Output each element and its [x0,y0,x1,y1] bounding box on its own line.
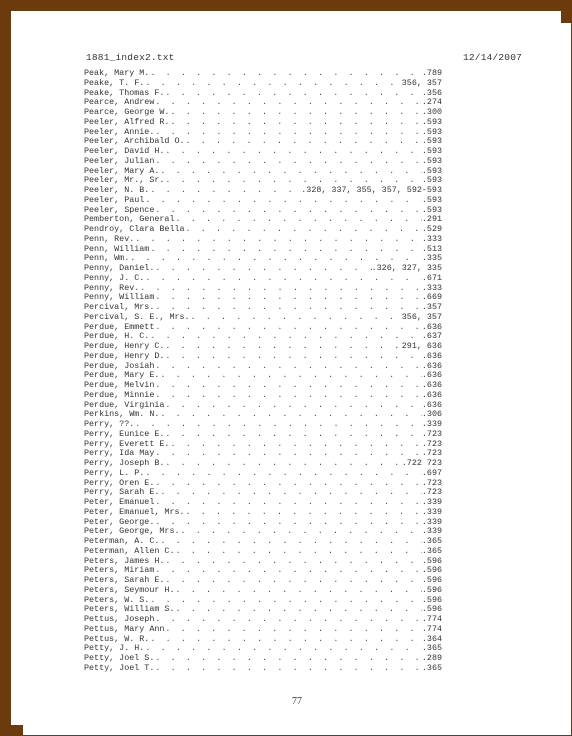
entry-name: Peeler, Alfred R. [84,117,170,127]
entry-name: Perdue, H. C. [84,332,150,342]
entry-name: Peeler, Mary A. [84,166,160,176]
dot-leader [174,215,421,225]
dot-leader [154,654,422,664]
index-entry [84,128,442,138]
entry-pages: .637 [421,332,442,342]
index-entry [84,264,442,274]
entry-pages: .671 [421,273,442,283]
index-entry [84,137,442,147]
dot-leader [174,605,421,615]
entry-pages: 356, 357 [401,312,442,322]
index-entry [84,654,442,664]
entry-pages: .596 [421,585,442,595]
entry-pages: .339 [421,517,442,527]
index-entry [84,557,442,567]
entry-pages: .356 [421,88,442,98]
entry-pages: .722 723 [401,459,442,468]
dot-leader [154,664,422,674]
dot-leader [164,625,421,635]
index-entry [84,537,442,547]
index-entry [84,605,442,615]
entry-name: Peeler, Archibald O. [84,137,185,147]
entry-pages: .326, 327, 335 [371,264,442,273]
entry-name: Peeler, N. B. [84,186,150,195]
dot-leader [154,293,422,303]
dot-leader [149,69,422,79]
page-number: 77 [292,696,302,707]
entry-name: Petty, Joel T. [84,663,155,673]
entry-pages: .723 [421,488,442,498]
entry-pages: .593 [421,176,442,186]
entry-pages: .723 [421,449,442,459]
entry-pages: .636 [421,381,442,390]
entry-pages: .636 [421,400,442,410]
entry-name: Penny, J. C. [84,273,145,283]
index-entry [84,323,442,333]
entry-name: Perdue, Henry C. [84,342,165,351]
entry-name: Peeler, Paul [84,195,145,205]
dot-leader [144,469,422,479]
dot-leader [164,459,401,469]
entry-pages: .328, 337, 355, 357, 592-593 [301,186,442,195]
entry-pages: .697 [421,468,442,478]
dot-leader [164,176,421,186]
index-entry [84,303,442,313]
entry-pages: .636 [421,361,442,371]
entry-pages: .357 [421,303,442,312]
dot-leader [149,245,422,255]
index-entry [84,498,442,508]
entry-pages: 356, 357 [401,78,442,88]
entry-name: Perry, Sarah E. [84,488,160,498]
dot-leader [144,196,422,206]
dot-leader [149,332,422,342]
index-entry [84,518,442,528]
dot-leader [154,206,422,216]
index-entry [84,108,442,118]
entry-name: Peeler, Spence [84,205,155,215]
entry-pages: .596 [421,576,442,585]
entry-name: Peters, Sarah E. [84,576,165,585]
entry-pages: .593 [421,147,442,156]
entry-name: Peters, W. S. [84,595,150,605]
dot-leader [144,644,422,654]
index-entry [84,293,442,303]
entry-name: Peters, Seymour H. [84,585,175,595]
dot-leader [164,430,421,440]
entry-pages: .636 [421,371,442,381]
dot-leader [164,342,401,352]
entry-name: Peterman, Allen C. [84,546,175,556]
entry-name: Penny, Daniel. [84,264,155,273]
entry-name: Peeler, Mr., Sr. [84,176,165,186]
index-entry [84,615,442,625]
entry-pages: .335 [421,254,442,264]
index-entry [84,332,442,342]
index-entry [84,274,442,284]
dot-leader [149,186,301,196]
entry-pages: .364 [421,634,442,644]
dot-leader [164,557,421,567]
dot-leader [154,362,422,372]
entry-name: Perkins, Wm. N. [84,410,160,420]
index-entry [84,469,442,479]
dot-leader [164,147,421,157]
entry-pages: .306 [421,410,442,420]
entry-name: Perry, Oren E. [84,478,155,488]
entry-pages: .333 [421,234,442,244]
dot-leader [159,167,422,177]
dot-leader [154,566,422,576]
dot-leader [139,284,422,294]
index-entry [84,644,442,654]
dot-leader [164,576,421,586]
entry-name: Penny, Rev. [84,283,140,293]
index-entry [84,410,442,420]
entry-pages: .596 [421,556,442,566]
dot-leader [154,449,422,459]
entry-pages: .289 [421,654,442,663]
dot-leader [169,118,421,128]
entry-name: Perdue, Emmett [84,322,155,332]
entry-name: Peterman, A. C. [84,537,160,546]
entry-name: Pettus, Joseph [84,615,155,624]
entry-name: Pearce, George W. [84,108,170,117]
entry-name: Perry, L. P. [84,468,145,478]
index-entry [84,215,442,225]
entry-name: Penny, William [84,293,155,303]
dot-leader [144,274,422,284]
header-filename: 1881_index2.txt [86,52,175,63]
index-entry [84,596,442,606]
header-date: 12/14/2007 [463,52,523,63]
entry-name: Perdue, Mary E. [84,371,160,381]
dot-leader [190,313,402,323]
index-entry [84,635,442,645]
index-entry [84,167,442,177]
index-entry [84,313,442,323]
index-entry [84,449,442,459]
entry-name: Perry, Everett E. [84,439,170,449]
entry-pages: 291, 636 [401,342,442,351]
entry-pages: .636 [421,322,442,332]
entry-name: Perry, Ida May [84,449,155,459]
dot-leader [154,391,422,401]
dot-leader [159,537,422,547]
entry-name: Peter, Emanuel, Mrs. [84,507,185,517]
index-entry [84,488,442,498]
index-entry [84,459,442,469]
entry-name: Pearce, Andrew [84,98,155,108]
dot-leader [185,508,422,518]
entry-pages: .593 [421,195,442,205]
entry-pages: .636 [421,390,442,400]
entry-pages: .300 [421,108,442,117]
entry-name: Peeler, David H. [84,147,165,156]
entry-name: Peters, William S. [84,605,175,615]
entry-name: Perry, Eunice E. [84,429,165,439]
dot-leader [164,401,421,411]
index-entry [84,664,442,674]
index-entry [84,391,442,401]
dot-leader [164,89,421,99]
entry-name: Peake, T. F. [84,78,145,88]
entry-pages: .365 [421,644,442,654]
entry-pages: .593 [421,117,442,127]
entry-pages: .365 [421,663,442,673]
index-entry [84,430,442,440]
entry-pages: .636 [421,351,442,361]
dot-leader [149,596,422,606]
entry-pages: .339 [421,507,442,517]
index-entry [84,479,442,489]
entry-pages: .365 [421,546,442,556]
entry-pages: .339 [421,420,442,429]
dot-leader [159,410,422,420]
entry-pages: .723 [421,429,442,439]
index-entry [84,196,442,206]
index-entry [84,576,442,586]
entry-name: Perry, Joseph B. [84,459,165,468]
entry-name: Penn, William [84,244,150,254]
entry-name: Petty, Joel S. [84,654,155,663]
entry-pages: .333 [421,283,442,293]
dot-leader [159,371,422,381]
dot-leader [169,108,421,118]
index-entry [84,118,442,128]
index-list [84,69,442,674]
entry-name: Penn, Rev. [84,234,135,244]
index-entry [84,186,442,196]
dot-leader [164,352,421,362]
index-entry [84,625,442,635]
entry-pages: .789 [421,69,442,78]
entry-pages: .529 [421,225,442,234]
dot-leader [180,527,422,537]
dot-leader [154,518,422,528]
index-entry [84,79,442,89]
index-entry [84,527,442,537]
entry-name: Pemberton, General [84,215,175,225]
index-entry [84,342,442,352]
entry-name: Peter, George. [84,517,155,527]
dot-leader [185,137,422,147]
document-page [23,23,571,735]
entry-name: Percival, S. E., Mrs. [84,312,190,322]
index-entry [84,508,442,518]
index-entry [84,176,442,186]
index-entry [84,566,442,576]
index-entry [84,147,442,157]
dot-leader [129,254,422,264]
entry-pages: .593 [421,127,442,137]
entry-name: Pendroy, Clara Bella [84,225,185,234]
dot-leader [134,235,422,245]
dot-leader [154,479,422,489]
entry-pages: .774 [421,615,442,624]
entry-pages: .596 [421,566,442,576]
index-entry [84,284,442,294]
index-entry [84,69,442,79]
dot-leader [144,79,401,89]
index-entry [84,254,442,264]
entry-name: Peake, Thomas F. [84,88,165,98]
entry-pages: .365 [421,537,442,546]
index-entry [84,586,442,596]
dot-leader [154,615,422,625]
dot-leader [154,264,371,274]
entry-pages: .774 [421,624,442,634]
entry-name: Petty, J. H. [84,644,145,654]
entry-pages: .593 [421,166,442,176]
index-entry [84,206,442,216]
index-entry [84,157,442,167]
dot-leader [134,420,422,430]
entry-name: Peters, Miriam [84,566,155,576]
index-entry [84,420,442,430]
entry-pages: .513 [421,244,442,254]
index-entry [84,381,442,391]
entry-pages: .596 [421,595,442,605]
index-entry [84,98,442,108]
dot-leader [185,225,422,235]
entry-name: Peeler, Annie. [84,127,155,137]
entry-name: Perdue, Virginia [84,400,165,410]
dot-leader [154,498,422,508]
entry-name: Penn, Wm. [84,254,130,264]
dot-leader [154,303,422,313]
entry-name: Peters, James H. [84,556,165,566]
dot-leader [154,323,422,333]
entry-pages: .339 [421,527,442,537]
index-entry [84,89,442,99]
entry-name: Perry, ??. [84,420,135,429]
dot-leader [154,128,422,138]
entry-pages: .593 [421,156,442,166]
entry-pages: .723 [421,439,442,449]
entry-name: Peeler, Julian [84,156,155,166]
dot-leader [154,98,422,108]
entry-pages: .593 [421,205,442,215]
entry-name: Perdue, Henry D. [84,351,165,361]
entry-pages: .669 [421,293,442,303]
index-entry [84,235,442,245]
entry-pages: .596 [421,605,442,615]
index-entry [84,440,442,450]
dot-leader [169,440,421,450]
dot-leader [154,157,422,167]
dot-leader [174,547,421,557]
dot-leader [154,381,422,391]
entry-name: Perdue, Melvin [84,381,155,390]
dot-leader [149,635,422,645]
index-entry [84,547,442,557]
entry-pages: .291 [421,215,442,225]
index-entry [84,245,442,255]
entry-name: Peak, Mary M. [84,69,150,78]
index-entry [84,401,442,411]
entry-name: Peter, George, Mrs. [84,527,180,537]
entry-name: Peter, Emanuel [84,498,155,507]
entry-name: Perdue, Minnie [84,390,155,400]
index-entry [84,352,442,362]
dot-leader [159,488,422,498]
index-entry [84,371,442,381]
entry-name: Pettus, Mary Ann [84,624,165,634]
entry-pages: .723 [421,478,442,488]
index-entry [84,225,442,235]
entry-name: Perdue, Josiah [84,361,155,371]
dot-leader [174,586,421,596]
entry-pages: .593 [421,137,442,147]
entry-pages: .339 [421,498,442,507]
index-entry [84,362,442,372]
entry-name: Pettus, W. R. [84,634,150,644]
entry-pages: .274 [421,98,442,108]
entry-name: Percival, Mrs. [84,303,155,312]
